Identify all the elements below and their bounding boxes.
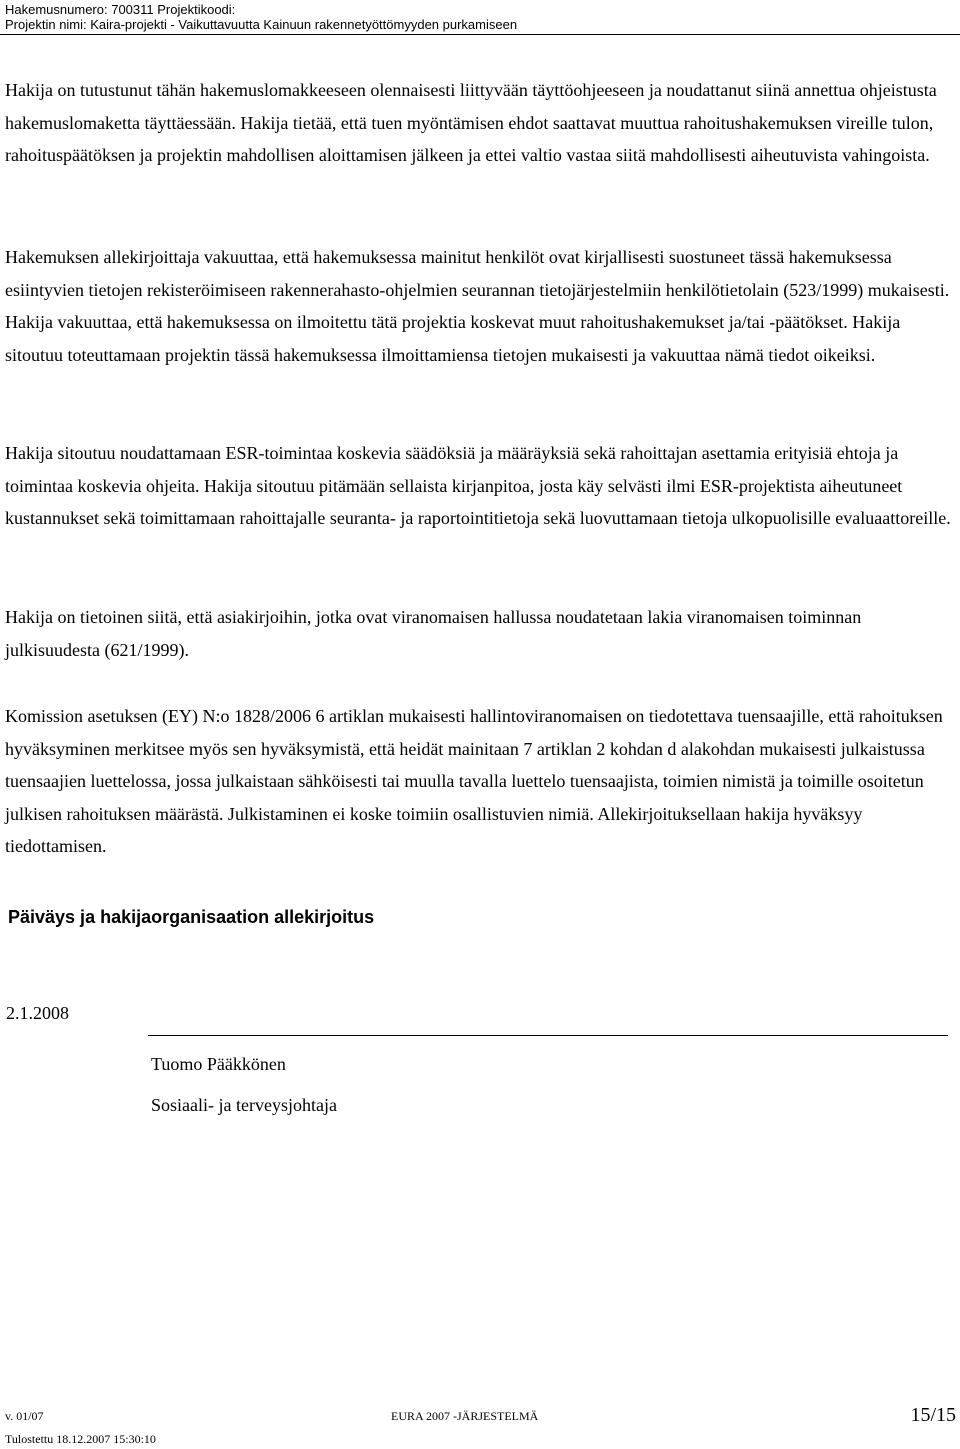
signature-heading: Päiväys ja hakijaorganisaation allekirjoitus [8, 907, 375, 927]
paragraph-esr-rules: Hakija sitoutuu noudattamaan ESR-toimintaa koskevia säädöksiä ja määräyksiä sekä rahoittajan asettamia erityisiä ehtoja ja toimintaa koskevia ohjeita. Hakija sitoutuu pitämään sellaista kirjanpitoa, josta käy selvästi ilmi ESR-projektista aiheutuneet kustannukset sekä toimittamaan rahoittajalle seuranta- ja raportointitietoja sekä luovuttamaan tietoja ulkopuolisille evaluaattoreille. [5, 443, 951, 529]
form-version: v. 01/07 [5, 1409, 44, 1423]
application-number: Hakemusnumero: 700311 Projektikoodi: [5, 2, 236, 17]
paragraph-consent: Hakemuksen allekirjoittaja vakuuttaa, että hakemuksessa mainitut henkilöt ovat kirjallisesti suostuneet tässä hakemuksessa esiintyvien tietojen rekisteröimiseen rakennerahasto-ohjelmien seurannan tietojärjestelmiin henkilötietolain (523/1999) mukaisesti. Hakija vakuuttaa, että hakemuksessa on ilmoitettu tätä projektia koskevat muut rahoitushakemukset ja/tai -päätökset. Hakija sitoutuu toteuttamaan projektin tässä hakemuksessa ilmoittamiensa tietojen mukaisesti ja vakuuttaa nämä tiedot oikeiksi. [5, 247, 950, 365]
print-timestamp: Tulostettu 18.12.2007 15:30:10 [5, 1432, 156, 1446]
signature-date: 2.1.2008 [6, 1003, 69, 1023]
header-divider [0, 34, 960, 35]
signer-title: Sosiaali- ja terveysjohtaja [151, 1095, 337, 1115]
project-name: Projektin nimi: Kaira-projekti - Vaikuttavuutta Kainuun rakennetyöttömyyden purkamiseen [5, 17, 518, 32]
paragraph-guidelines: Hakija on tutustunut tähän hakemuslomakkeeseen olennaisesti liittyvään täyttöohjeeseen ja noudattanut siinä annettua ohjeistusta hakemuslomaketta täyttäessään. Hakija tietää, että tuen myöntämisen ehdot saattavat muuttua rahoitushakemuksen vireille tulon, rahoituspäätöksen ja projektin mahdollisen aloittamisen jälkeen ja ettei valtio vastaa siitä mahdollisesti aiheutuvista vahingoista. [5, 80, 937, 166]
system-name: EURA 2007 -JÄRJESTELMÄ [391, 1409, 539, 1423]
paragraph-commission-regulation: Komission asetuksen (EY) N:o 1828/2006 6 artiklan mukaisesti hallintoviranomaisen on tiedotettava tuensaajille, että rahoituksen hyväksyminen merkitsee myös sen hyväksymistä, että heidät mainitaan 7 artiklan 2 kohdan d alakohdan mukaisesti julkaistussa tuensaajien luettelossa, jossa julkaistaan sähköisesti tai muulla tavalla luettelo tuensaajista, toimien nimistä ja toimille osoitetun julkisen rahoituksen määrästä. Julkistaminen ei koske toimiin osallistuvien nimiä. Allekirjoituksellaan hakija hyväksyy tiedottamisen. [5, 706, 943, 857]
signer-name: Tuomo Pääkkönen [151, 1054, 286, 1074]
page-number: 15/15 [910, 1404, 956, 1426]
signature-line [148, 1035, 948, 1036]
paragraph-publicity: Hakija on tietoinen siitä, että asiakirjoihin, jotka ovat viranomaisen hallussa noudatetaan lakia viranomaisen toiminnan julkisuudesta (621/1999). [5, 607, 862, 660]
